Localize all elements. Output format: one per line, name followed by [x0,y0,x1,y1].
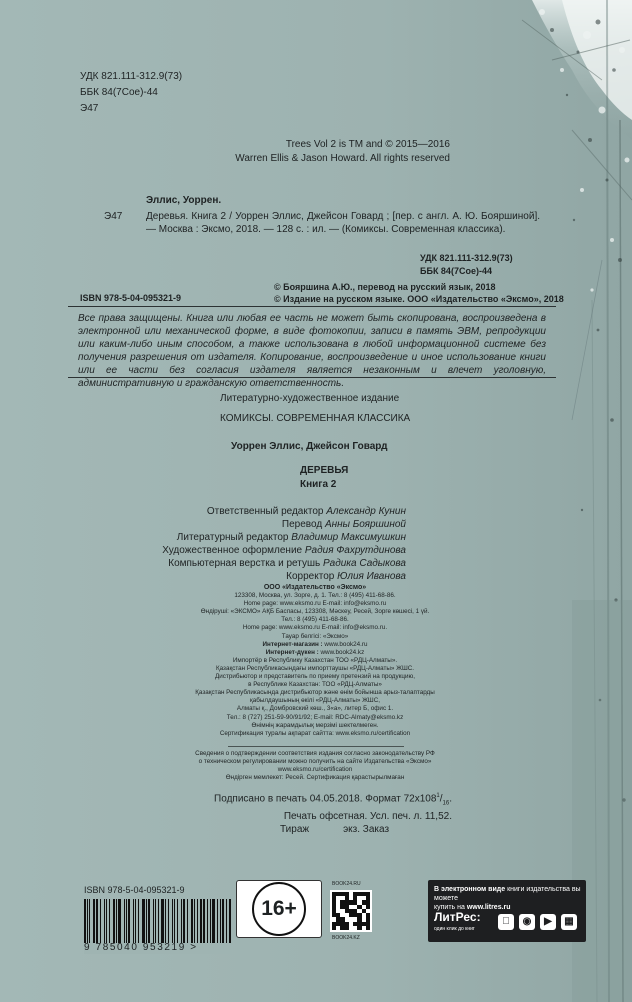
windows-icon: ▦ [561,914,577,930]
qr-top-label: BOOK24.RU [332,881,361,887]
age-rating-badge [236,880,322,938]
importer-line: Импортёр в Республику Казахстан ТОО «РДЦ-Алматы». [232,656,398,664]
qr-bottom-label: BOOK24.KZ [332,935,360,941]
barcode-bar [142,899,144,943]
barcode-bar [148,899,150,943]
publisher-name: ООО «Издательство «Эксмо» [263,584,367,591]
catalog-udk: УДК 821.111-312.9(73) [420,253,513,263]
book-authors: Уоррен Эллис, Джейсон Говард [231,441,388,452]
importer-line: қабылдаушының өкілі «РДЦ-Алматы» ЖШС, [249,697,380,705]
rule-top [68,306,556,307]
publisher-line: Home page: www.eksmo.ru E-mail: info@eksmo.ru. [242,624,388,632]
store-icons [498,914,577,930]
barcode-bar [84,899,86,943]
importer-line: в Республике Казахстан: ТОО «РДЦ-Алматы» [248,681,382,689]
barcode-bar [96,899,98,943]
qr-module [366,926,370,930]
barcode-bar [135,899,136,943]
rule-bottom [68,377,556,378]
cert-line: о техническом регулировании можно получить на сайте Издательства «Эксмо» [198,758,432,766]
cert-line: Сведения о подтверждении соответствия издания согласно законодательству РФ [195,750,435,757]
barcode-bar [226,899,227,943]
rights-notice: Все права защищены. Книга или любая ее часть не может быть скопирована, воспроизведена в электронной или механической форме, в виде фотокопии, записи в память ЭВМ, репродукции или каким-либо иным способом, а также использована в любой информационной системе без получения разрешения от издателя. Копирование, воспроизведение и иное использование книги или ее части без согласия издателя является незаконным и влечет уголовную, административную и гражданскую ответственность. [78,313,546,389]
barcode-bar [153,899,154,943]
barcode-bar [229,899,231,943]
credit-translation: Перевод Анны Бояршиной [281,519,406,530]
copyright-line-2: Warren Ellis & Jason Howard. All rights reserved [235,153,450,164]
translation-copyright: © Бояршина А.Ю., перевод на русский язык, 2018 [274,282,496,292]
header-udk: УДК 821.111-312.9(73) [80,71,183,82]
barcode-bar [133,899,134,943]
publisher-line: Home page: www.eksmo.ru E-mail: info@eksmo.ru [243,600,387,608]
importer-line: Қазақстан Республикасындағы импорттаушы «РДЦ-Алматы» ЖШС. [215,664,415,672]
barcode-bar [200,899,202,943]
barcode-bar [207,899,208,943]
importer-line: Сертификация туралы ақпарат сайтта: www.eksmo.ru/certification [219,729,411,737]
header-code: Э47 [80,103,99,114]
book-title: ДЕРЕВЬЯ [300,465,349,476]
barcode-bar [155,899,156,943]
catalog-bbk: ББК 84(7Сое)-44 [420,266,492,276]
print-offset: Печать офсетная. Усл. печ. л. 11,52. [283,811,452,823]
importer-line: Тел.: 8 (727) 251-59-90/91/92; E-mail: RDC-Almaty@eksmo.kz [226,713,404,721]
barcode-bar [113,899,115,943]
cert-line: Өндірген мемлекет: Ресей. Сертификация қарастырылмаған [225,774,405,782]
barcode-bar [165,899,167,943]
barcode-bar [138,899,140,943]
barcode-bar [203,899,205,943]
barcode-bar [87,899,88,943]
print-run: Тираж экз. Заказ [280,824,390,836]
barcode-bar [104,899,105,943]
print-info [180,790,452,836]
publisher-line: Тауар белгісі: «Эксмо» [281,632,349,640]
barcode-isbn: ISBN 978-5-04-095321-9 [84,885,185,895]
shop-line: Интернет-магазин : www.book24.ru [262,640,368,648]
publisher-line: Өндіруші: «ЭКСМО» АҚБ Баспасы, 123308, Мәскеу, Ресей, Зорге көшесі, 1 үй. [200,608,430,616]
catalog-isbn: ISBN 978-5-04-095321-9 [80,293,182,303]
barcode-bar [222,899,224,943]
barcode-bar [109,899,111,943]
barcode-bar [220,899,221,943]
genre-line-2: КОМИКСЫ. СОВРЕМЕННАЯ КЛАССИКА [220,413,411,424]
importer-line: Өнімнің жарамдылық мерзімі шектелмеген. [251,721,379,729]
importer-line: Қазақстан Республикасында дистрибьютор және өнім бойынша арыз-талаптарды [195,689,435,697]
credits-list [140,505,406,583]
litres-brand: ЛитРес: [434,910,481,924]
barcode-bar [212,899,214,943]
publisher-line: Тел.: 8 (495) 411-68-86. [281,616,349,624]
barcode-bar [100,899,101,943]
barcode-bar [210,899,211,943]
importer-line: Алматы қ., Домбровский көш., 3«а», литер Б, офис 1. [236,705,394,713]
barcode-bars [84,899,232,943]
header-bbk: ББК 84(7Сое)-44 [80,87,158,98]
barcode-bar [187,899,188,943]
barcode-bar [118,899,120,943]
litres-promo [428,880,586,942]
barcode-bar [177,899,178,943]
barcode-bar [194,899,195,943]
apple-icon [498,914,514,930]
copyright-line-1: Trees Vol 2 is TM and © 2015—2016 [285,139,450,150]
barcode-bar [174,899,176,943]
print-signed: Подписано в печать 04.05.2018. Формат $72x108^1/_{16}$. [214,793,452,807]
age-rating-value: 16+ [252,882,306,936]
barcode-bar [126,899,127,943]
catalog-description: Деревья. Книга 2 / Уоррен Эллис, Джейсон Говард ; [пер. с англ. А. Ю. Бояршиной]. — Москва : Эксмо, 2018. — 128 с. : ил. — (Комиксы. Современная классика). [146,211,540,235]
barcode-bar [183,899,185,943]
litres-text: В электронном виде книги издательства вы можете купить на www.litres.ru [434,886,581,911]
certification-block [180,750,450,782]
barcode-bar [181,899,182,943]
qr-code [330,890,372,932]
credit-proofreader: Корректор Юлия Иванова [286,571,406,582]
barcode-bar [168,899,169,943]
credit-art-design: Художественное оформление Радия Фахрутдинова [162,545,406,556]
barcode-bar [106,899,107,943]
barcode-bar [128,899,130,943]
genre-line-1: Литературно-художественное издание [220,393,400,404]
book-volume: Книга 2 [300,479,337,490]
barcode-bar [93,899,95,943]
rule-cert-top [228,746,404,747]
barcode-bar [116,899,117,943]
barcode-bar [158,899,159,943]
credit-layout: Компьютерная верстка и ретушь Радика Садыкова [168,558,406,569]
credit-editor: Ответственный редактор Александр Кунин [206,506,406,517]
barcode-bar [217,899,218,943]
isbn-barcode [84,884,232,954]
catalog-author: Эллис, Уоррен. [146,195,222,206]
barcode-bar [197,899,198,943]
barcode-bar [146,899,147,943]
catalog-code: Э47 [104,211,123,222]
barcode-digits: 9 785040 953219 > [84,941,232,954]
google-play-icon: ▶ [540,914,556,930]
barcode-bar [124,899,125,943]
publisher-block [180,584,450,738]
android-icon: ◉ [519,914,535,930]
credit-literary-editor: Литературный редактор Владимир Максимушкин [176,532,406,543]
barcode-bar [89,899,90,943]
shop-kz-line: Интернет-дүкен : www.book24.kz [265,648,365,656]
cert-line: www.eksmo.ru/certification [277,766,353,774]
barcode-bar [191,899,193,943]
barcode-bar [172,899,173,943]
edition-copyright: © Издание на русском языке. ООО «Издательство «Эксмо», 2018 [274,294,564,304]
barcode-bar [161,899,163,943]
publisher-line: 123308, Москва, ул. Зорге, д. 1. Тел.: 8 (495) 411-68-86. [234,592,396,600]
litres-tagline: один клик до книг [434,926,475,932]
importer-line: Дистрибьютор и представитель по приему претензий на продукцию, [215,673,415,681]
